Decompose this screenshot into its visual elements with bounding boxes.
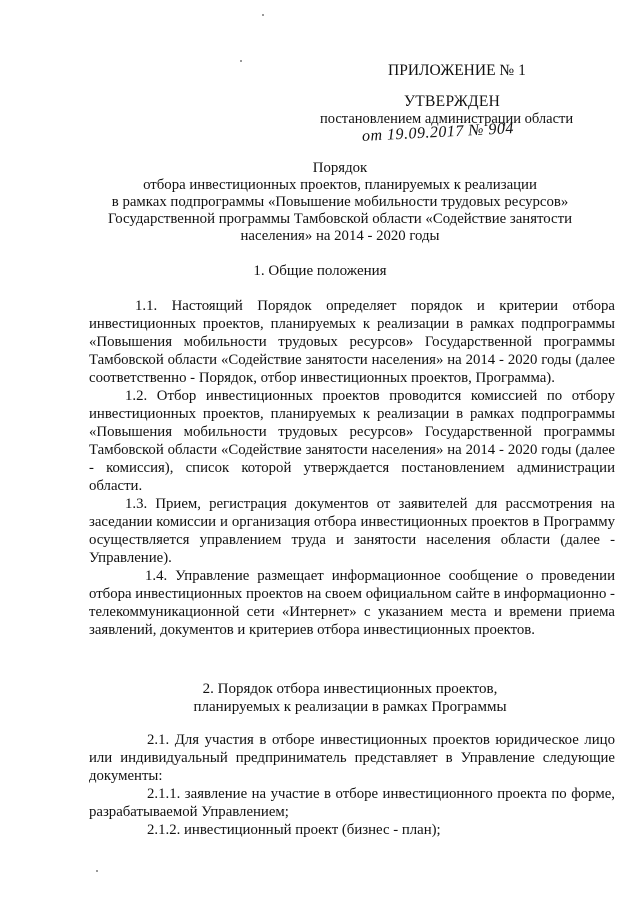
title-line: населения» на 2014 - 2020 годы [240,228,440,244]
document-title [90,160,590,245]
decree-label: постановлением администрации области [320,111,574,127]
paragraph-2-1: 2.1. Для участия в отборе инвестиционных проектов юридическое лицо или индивидуальный предприниматель представляет в Управление следующие документы: [89,732,615,784]
section-2-heading-line: планируемых к реализации в рамках Программы [193,699,507,715]
approved-label: УТВЕРЖДЕН [404,93,501,110]
paragraph-2-1-2: 2.1.2. инвестиционный проект (бизнес - план); [147,822,441,838]
scan-speck [240,60,242,62]
paragraph-1-2: 1.2. Отбор инвестиционных проектов проводится комиссией по отбору инвестиционных проектов, планируемых к реализации в рамках подпрограммы «Повышения мобильности трудовых ресурсов» Государственной программы Тамбовской области «Содействие занятости населения» на 2014 - 2020 годы (далее - комиссия), список которой утверждается постановлением администрации области. [89,388,615,494]
section-2-heading [120,680,580,716]
section-2-body [89,731,615,839]
title-line: Государственной программы Тамбовской области «Содействие занятости [107,211,573,227]
handwritten-date-number: от 19.09.2017 № 904 [361,120,515,145]
title-line: отбора инвестиционных проектов, планируемых к реализации [143,177,537,193]
paragraph-1-3: 1.3. Прием, регистрация документов от заявителей для рассмотрения на заседании комиссии и организация отбора инвестиционных проектов в Программу осуществляется управлением труда и занятости населения области (далее - Управление). [89,496,615,566]
appendix-label: ПРИЛОЖЕНИЕ № 1 [388,62,526,79]
scan-speck [96,870,98,872]
section-1-body [89,297,615,639]
title-line: в рамках подпрограммы «Повышение мобильности трудовых ресурсов» [111,194,569,210]
title-line: Порядок [312,160,368,176]
paragraph-1-1: 1.1. Настоящий Порядок определяет порядок и критерии отбора инвестиционных проектов, планируемых к реализации в рамках подпрограммы «Повышения мобильности трудовых ресурсов» Государственной программы Тамбовской области «Содействие занятости населения» на 2014 - 2020 годы (далее соответственно - Порядок, отбор инвестиционных проектов, Программа). [89,298,615,386]
paragraph-1-4: 1.4. Управление размещает информационное сообщение о проведении отбора инвестиционных проектов на своем официальном сайте в информационно - телекоммуникационной сети «Интернет» с указанием места и времени приема заявлений, документов и критериев отбора инвестиционных проектов. [89,568,615,638]
section-1-heading: 1. Общие положения [253,263,387,279]
section-2-heading-line: 2. Порядок отбора инвестиционных проектов, [202,681,498,697]
scan-speck [262,14,264,16]
paragraph-2-1-1: 2.1.1. заявление на участие в отборе инвестиционного проекта по форме, разрабатываемой Управлением; [89,786,615,820]
